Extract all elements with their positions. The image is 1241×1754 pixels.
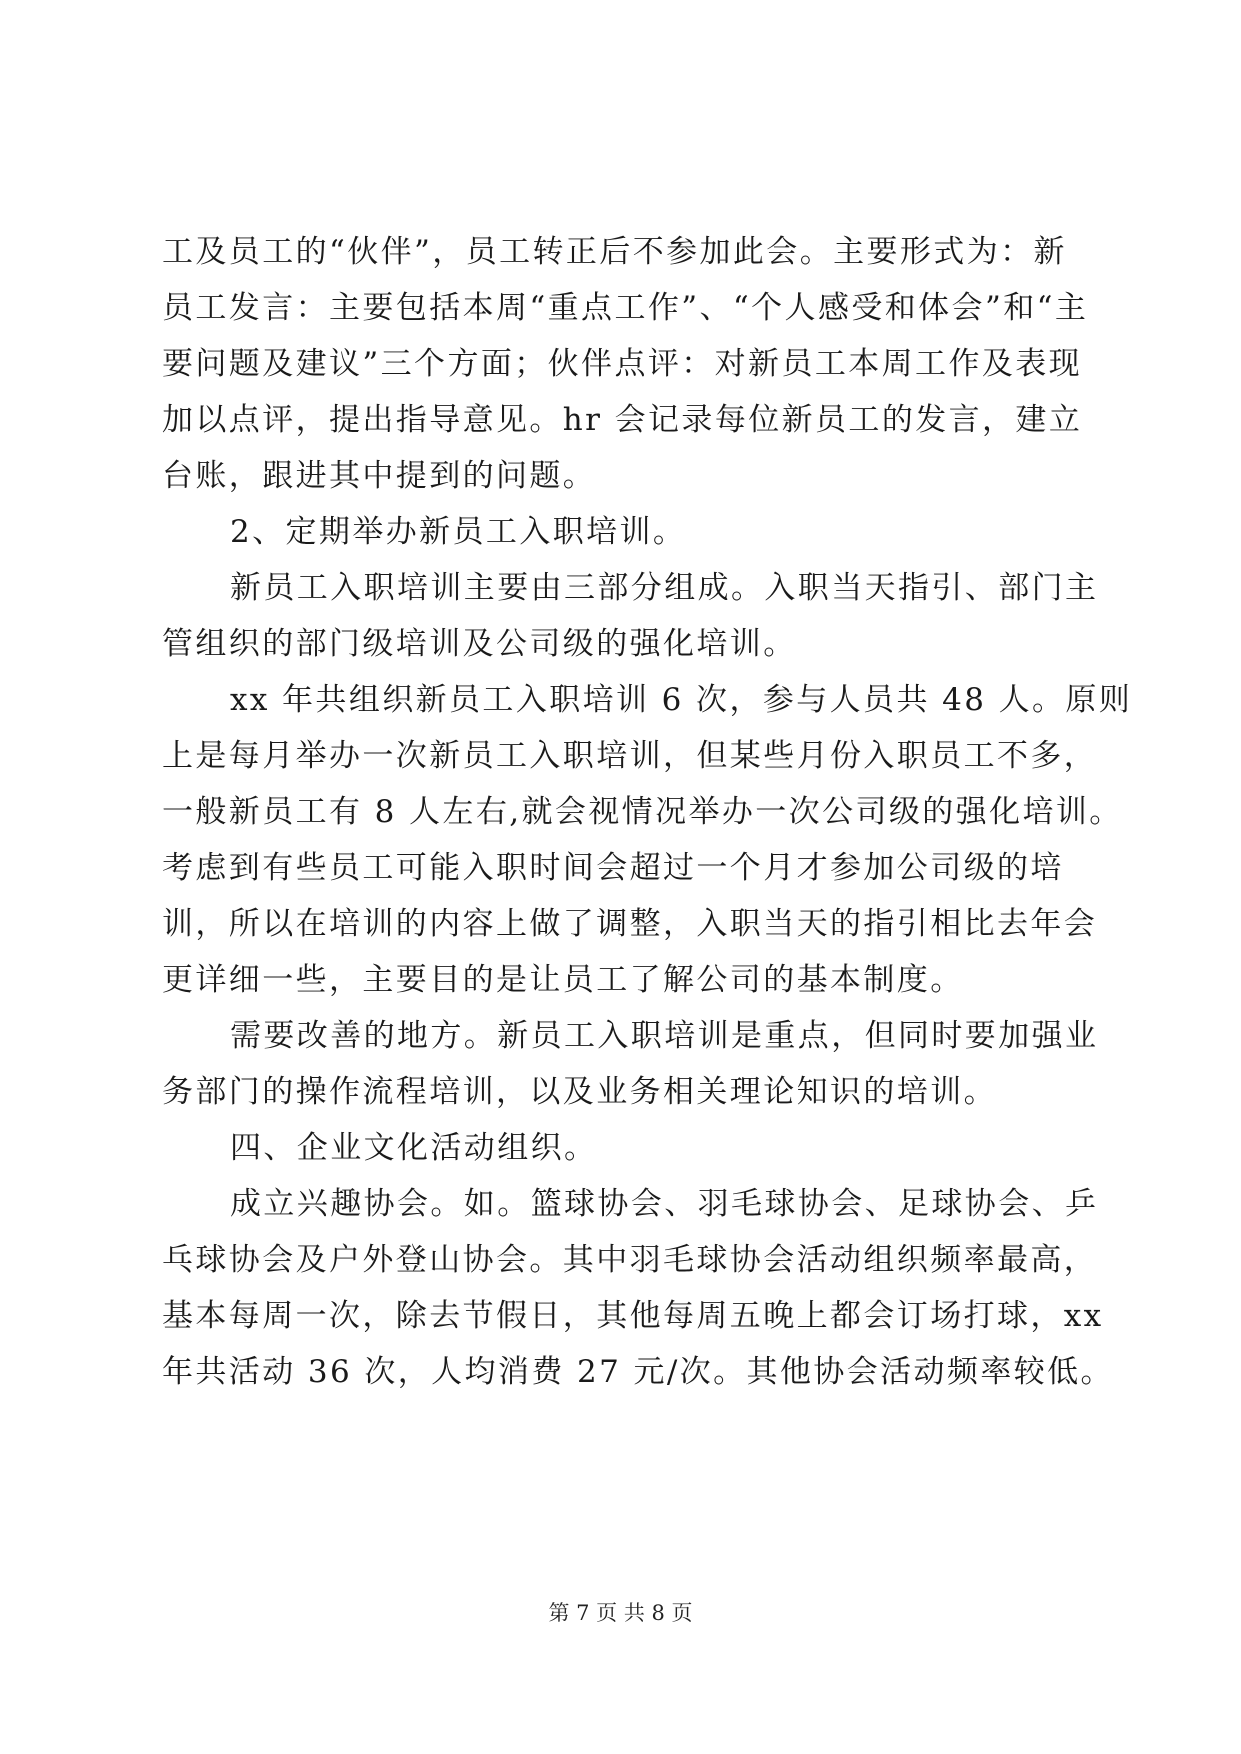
page-footer: 第 7 页 共 8 页: [548, 1601, 693, 1625]
section-heading: 四、企业文化活动组织。: [230, 1130, 598, 1166]
body-line: 更详细一些，主要目的是让员工了解公司的基本制度。: [162, 962, 964, 998]
paragraph-first-line: 需要改善的地方。新员工入职培训是重点，但同时要加强业: [230, 1018, 1099, 1054]
body-line: 上是每月举办一次新员工入职培训，但某些月份入职员工不多，: [162, 738, 1098, 774]
body-line: 考虑到有些员工可能入职时间会超过一个月才参加公司级的培: [162, 850, 1064, 886]
paragraph-first-line: xx 年共组织新员工入职培训 6 次，参与人员共 48 人。原则: [230, 682, 1133, 718]
body-line: 台账，跟进其中提到的问题。: [162, 458, 597, 494]
body-line: 年共活动 36 次，人均消费 27 元/次。其他协会活动频率较低。: [162, 1354, 1114, 1390]
body-line: 管组织的部门级培训及公司级的强化培训。: [162, 626, 797, 662]
body-line: 员工发言：主要包括本周“重点工作”、“个人感受和体会”和“主: [162, 290, 1089, 326]
body-line: 加以点评，提出指导意见。hr 会记录每位新员工的发言，建立: [162, 402, 1083, 438]
body-line: 要问题及建议”三个方面；伙伴点评：对新员工本周工作及表现: [162, 346, 1083, 382]
paragraph-first-line: 新员工入职培训主要由三部分组成。入职当天指引、部门主: [230, 570, 1099, 606]
section-heading: 2、定期举办新员工入职培训。: [230, 514, 687, 550]
body-line: 一般新员工有 8 人左右,就会视情况举办一次公司级的强化培训。: [162, 794, 1123, 830]
document-body: [162, 224, 1133, 1400]
body-line: 工及员工的“伙伴”，员工转正后不参加此会。主要形式为：新: [162, 234, 1067, 270]
body-line: 训，所以在培训的内容上做了调整，入职当天的指引相比去年会: [162, 906, 1098, 942]
body-line: 务部门的操作流程培训，以及业务相关理论知识的培训。: [162, 1074, 997, 1110]
body-line: 基本每周一次，除去节假日，其他每周五晚上都会订场打球，xx: [162, 1298, 1104, 1334]
body-line: 乓球协会及户外登山协会。其中羽毛球协会活动组织频率最高，: [162, 1242, 1098, 1278]
paragraph-first-line: 成立兴趣协会。如。篮球协会、羽毛球协会、足球协会、乒: [230, 1186, 1099, 1222]
